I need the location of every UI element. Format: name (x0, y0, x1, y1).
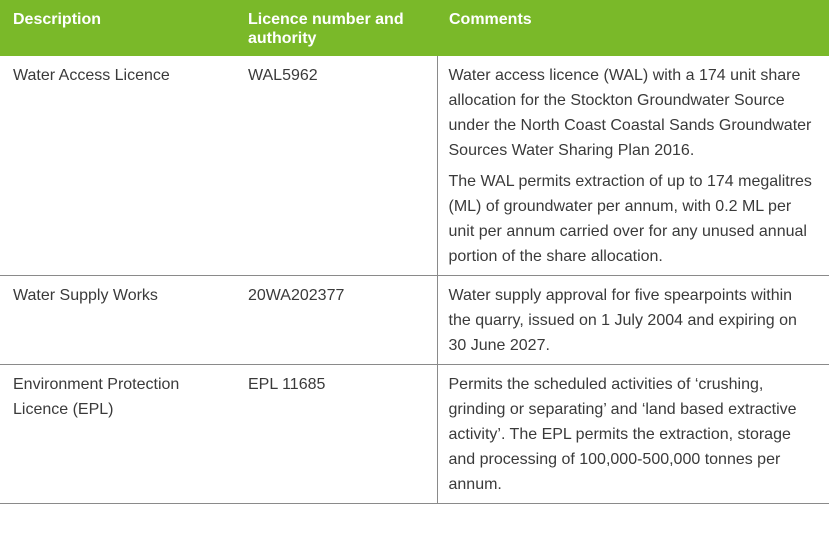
cell-comments (437, 365, 829, 504)
cell-description: Environment Protection Licence (EPL) (0, 365, 236, 504)
table-header (0, 0, 829, 56)
header-comments: Comments (449, 11, 532, 28)
cell-description: Water Supply Works (0, 276, 236, 365)
comment-paragraph: Water supply approval for five spearpoints within the quarry, issued on 1 July 2004 and expiring on 30 June 2027. (448, 287, 797, 354)
table-row (0, 365, 829, 504)
cell-licence: EPL 11685 (236, 365, 437, 504)
header-licence: Licence number and authority (248, 11, 404, 47)
cell-comments (437, 276, 829, 365)
table-header-row (0, 0, 829, 56)
header-description: Description (13, 11, 102, 28)
comment-paragraph: Water access licence (WAL) with a 174 unit share allocation for the Stockton Groundwater Source under the North Coast Coastal Sands Groundwater Sources Water Sharing Plan 2016. (448, 67, 812, 159)
cell-licence: WAL5962 (236, 56, 437, 276)
table-row (0, 56, 829, 276)
comment-paragraph: Permits the scheduled activities of ‘crushing, grinding or separating’ and ‘land based extractive activity’. The EPL permits the extraction, storage and processing of 100,000-500,000 tonnes per annum. (448, 376, 797, 493)
table-row (0, 276, 829, 365)
cell-licence: 20WA202377 (236, 276, 437, 365)
comment-paragraph: The WAL permits extraction of up to 174 megalitres (ML) of groundwater per annum, with 0.2 ML per unit per annum carried over for any unused annual portion of the share allocation. (448, 173, 812, 265)
cell-description: Water Access Licence (0, 56, 236, 276)
cell-comments (437, 56, 829, 276)
table-body (0, 56, 829, 504)
